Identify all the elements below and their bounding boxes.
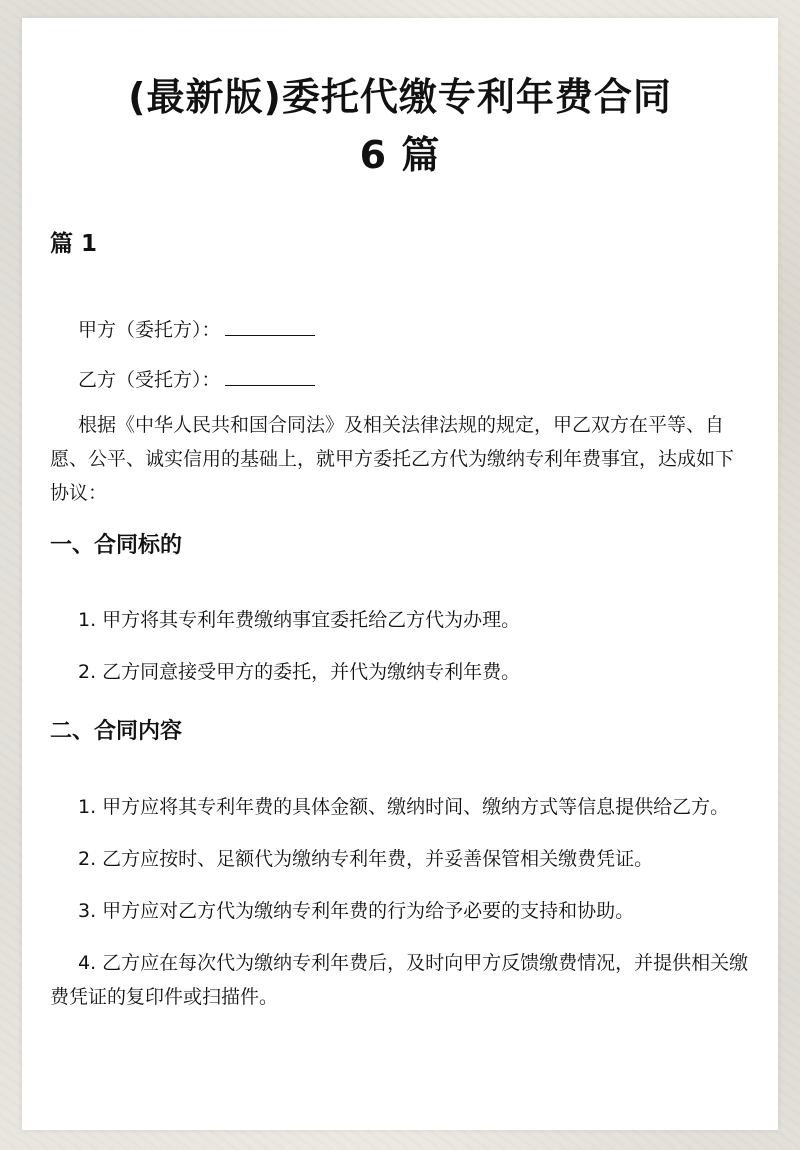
section-2-item-1: 1. 甲方应将其专利年费的具体金额、缴纳时间、缴纳方式等信息提供给乙方。: [78, 796, 730, 818]
document-body: [50, 228, 750, 1014]
party-a-blank: [225, 334, 315, 336]
party-b-blank: [225, 384, 315, 386]
document-title: [22, 68, 778, 184]
part-heading: 篇 1: [50, 231, 98, 257]
section-2-heading: 二、合同内容: [50, 719, 183, 744]
section-2-item-4: 4. 乙方应在每次代为缴纳专利年费后，及时向甲方反馈缴费情况，并提供相关缴费凭证的复印件或扫描件。: [50, 952, 749, 1008]
section-2-item-2: 2. 乙方应按时、足额代为缴纳专利年费，并妥善保管相关缴费凭证。: [78, 848, 654, 870]
title-line-1: (最新版)委托代缴专利年费合同: [128, 75, 672, 119]
party-b-label: 乙方（受托方）：: [78, 369, 221, 391]
party-a-line: [50, 312, 750, 348]
section-1-item-1: 1. 甲方将其专利年费缴纳事宜委托给乙方代为办理。: [78, 609, 521, 631]
document-page: [22, 18, 778, 1130]
title-line-2: 6 篇: [359, 133, 441, 177]
section-2-item-3: 3. 甲方应对乙方代为缴纳专利年费的行为给予必要的支持和协助。: [78, 900, 635, 922]
preamble-paragraph: 根据《中华人民共和国合同法》及相关法律法规的规定，甲乙双方在平等、自愿、公平、诚实信用的基础上，就甲方委托乙方代为缴纳专利年费事宜，达成如下协议：: [50, 414, 735, 504]
party-a-label: 甲方（委托方）：: [78, 319, 221, 341]
section-1-item-2: 2. 乙方同意接受甲方的委托，并代为缴纳专利年费。: [78, 661, 521, 683]
section-1-heading: 一、合同标的: [50, 533, 183, 558]
party-b-line: [50, 362, 750, 398]
